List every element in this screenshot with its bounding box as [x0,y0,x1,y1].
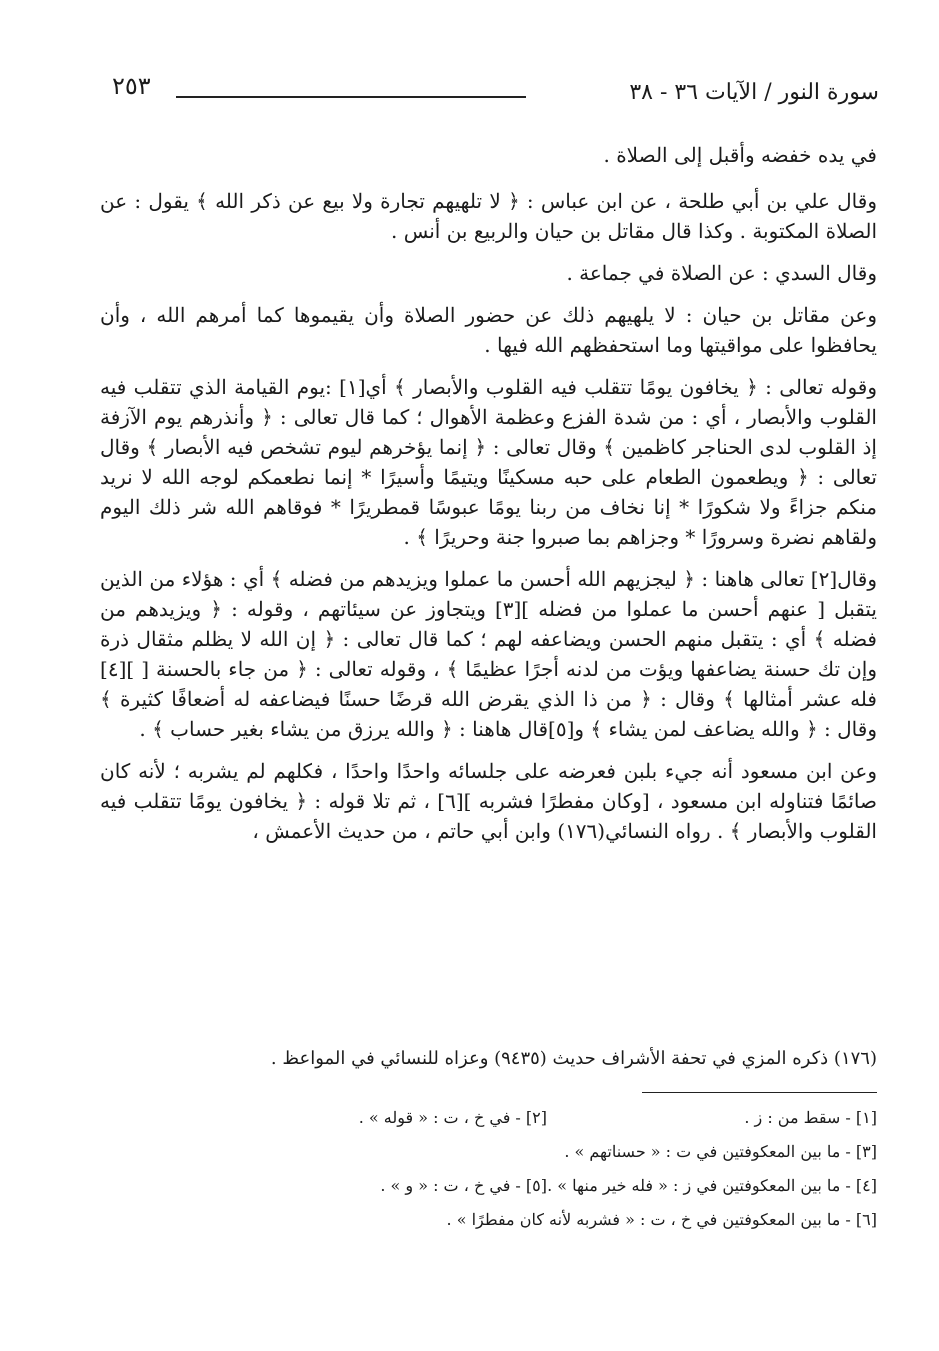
paragraph-4: وعن مقاتل بن حيان : لا يلهيهم ذلك عن حضور الصلاة وأن يقيموها كما أمرهم الله ، وأن يحافظوا على مواقيتها وما استحفظهم الله فيها . [100,303,877,357]
variant-notes [100,1104,877,1240]
page-number: ٢٥٣ [112,72,151,100]
paragraph-2: وقال علي بن أبي طلحة ، عن ابن عباس : ﴿ لا تلهيهم تجارة ولا بيع عن ذكر الله ﴾ يقول : عن الصلاة المكتوبة . وكذا قال مقاتل بن حيان والربيع بن أنس . [100,189,877,243]
variant-note-3: [٣] - ما بين المعكوفتين في ت : « حسناتهم » . [564,1142,877,1161]
variant-note-2: [٢] - في خ ، ت : « قوله » . [358,1108,547,1127]
variant-note-6: [٦] - ما بين المعكوفتين في خ ، ت : « فشربه لأنه كان مفطرًا » . [446,1210,877,1229]
paragraph-6: وقال[٢] تعالى هاهنا : ﴿ ليجزيهم الله أحسن ما عملوا ويزيدهم من فضله ﴾ أي : هؤلاء من الذين يتقبل [ عنهم أحسن ما عملوا من فضله ][٣] ويتجاوز عن سيئاتهم ، وقوله : ﴿ ويزيدهم من فضله ﴾ أي : يتقبل منهم الحسن ويضاعفه لهم ؛ كما قال تعالى : ﴿ إن الله لا يظلم مثقال ذرة وإن تك حسنة يضاعفها ويؤت من لدنه أجرًا عظيمًا ﴾ ، وقوله تعالى : ﴿ من جاء بالحسنة [ ][٤] فله عشر أمثالها ﴾ وقال : ﴿ من ذا الذي يقرض الله قرضًا حسنًا فيضاعفه له أضعافًا كثيرة ﴾ وقال : ﴿ والله يضاعف لمن يشاء ﴾ و[٥]قال هاهنا : ﴿ والله يرزق من يشاء بغير حساب ﴾ . [100,567,877,741]
paragraph-5: وقوله تعالى : ﴿ يخافون يومًا تتقلب فيه القلوب والأبصار ﴾ أي[١] :يوم القيامة الذي تتقلب فيه القلوب والأبصار ، أي : من شدة الفزع وعظمة الأهوال ؛ كما قال تعالى : ﴿ وأنذرهم يوم الآزفة إذ القلوب لدى الحناجر كاظمين ﴾ وقال تعالى : ﴿ إنما يؤخرهم ليوم تشخص فيه الأبصار ﴾ وقال تعالى : ﴿ ويطعمون الطعام على حبه مسكينًا ويتيمًا وأسيرًا * إنما نطعمكم لوجه الله لا نريد منكم جزاءً ولا شكورًا * إنا نخاف من ربنا يومًا عبوسًا قمطريرًا * فوقاهم الله شر ذلك اليوم ولقاهم نضرة وسرورًا * وجزاهم بما صبروا جنة وحريرًا ﴾ . [100,375,877,549]
variant-note-1: [١] - سقط من : ز . [744,1108,877,1127]
variant-note-5: [٥] - في خ ، ت : « و » . [380,1176,547,1195]
header-rule [176,96,526,98]
paragraph-3: وقال السدي : عن الصلاة في جماعة . [566,261,877,285]
variant-row [100,1104,877,1138]
variant-row [100,1172,877,1206]
running-header-title: سورة النور / الآيات ٣٦ - ٣٨ [629,80,879,105]
paragraph-1: في يده خفضه وأقبل إلى الصلاة . [603,143,877,167]
variant-row [100,1206,877,1240]
main-text [100,140,877,858]
footnote-area [100,1046,877,1072]
footnote-rule [642,1092,877,1093]
footnote-176: (١٧٦) ذكره المزي في تحفة الأشراف حديث (٩٤٣٥) وعزاه للنسائي في المواعظ . [270,1048,877,1069]
variant-row [100,1138,877,1172]
variant-note-4: [٤] - ما بين المعكوفتين في ز : « فله خير منها » . [547,1176,877,1195]
paragraph-7: وعن ابن مسعود أنه جيء بلبن فعرضه على جلسائه واحدًا واحدًا ، فكلهم لم يشربه ؛ لأنه كان صائمًا فتناوله ابن مسعود ، [وكان مفطرًا فشربه ][٦] ، ثم تلا قوله : ﴿ يخافون يومًا تتقلب فيه القلوب والأبصار ﴾ . رواه النسائي(١٧٦) وابن أبي حاتم ، من حديث الأعمش ، [100,759,877,843]
